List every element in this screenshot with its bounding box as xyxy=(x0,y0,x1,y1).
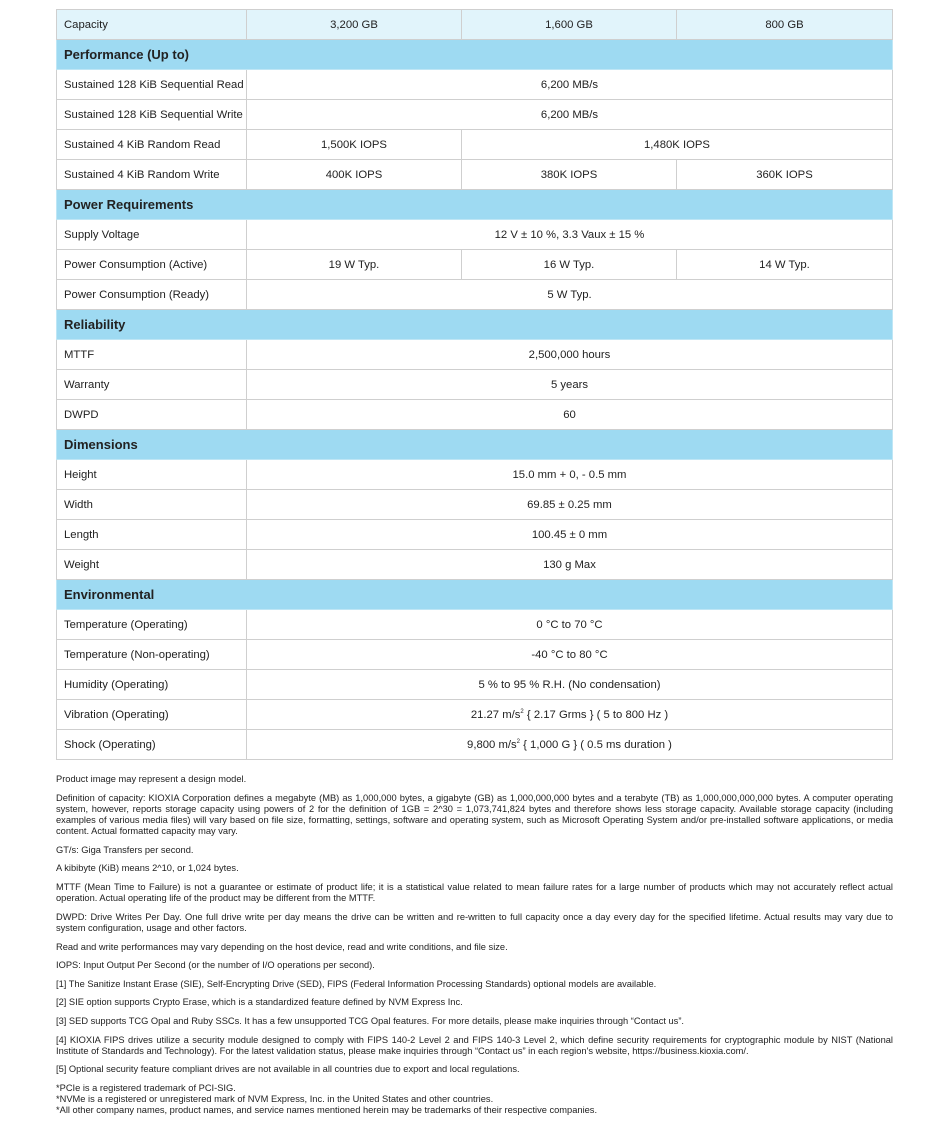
superscript: 2 xyxy=(516,738,520,745)
footnote: DWPD: Drive Writes Per Day. One full drive write per day means the drive can be written and re-written to full capacity once a day every day for the specified lifetime. Actual results may vary due to system configuration, usage and other factors. xyxy=(56,911,893,933)
row-value: 6,200 MB/s xyxy=(247,100,893,130)
row-value: 1,480K IOPS xyxy=(462,130,893,160)
row-label: Sustained 128 KiB Sequential Read xyxy=(57,70,247,100)
capacity-3200: 3,200 GB xyxy=(247,10,462,40)
row-label: Vibration (Operating) xyxy=(57,700,247,730)
value-part: { 2.17 Grms } ( 5 to 800 Hz ) xyxy=(523,708,669,721)
value-part: { 1,000 G } ( 0.5 ms duration ) xyxy=(519,738,672,751)
row-label: Length xyxy=(57,520,247,550)
footnotes xyxy=(56,774,893,1117)
section-header-performance xyxy=(57,40,893,70)
row-value: 12 V ± 10 %, 3.3 Vaux ± 15 % xyxy=(247,220,893,250)
row-value xyxy=(247,700,893,730)
footnote: MTTF (Mean Time to Failure) is not a guarantee or estimate of product life; it is a statistical value related to mean failure rates for a large number of products which may not accurately reflect actual operation. Actual operating life of the product may be different from the MTTF. xyxy=(56,881,893,904)
capacity-800: 800 GB xyxy=(677,10,893,40)
footnote: [1] The Sanitize Instant Erase (SIE), Self-Encrypting Drive (SED), FIPS (Federal Information Processing Standards) optional models are available. xyxy=(56,978,657,989)
row-label: Temperature (Operating) xyxy=(57,610,247,640)
row-label: Temperature (Non-operating) xyxy=(57,640,247,670)
row-value xyxy=(247,730,893,760)
row-label: MTTF xyxy=(57,340,247,370)
footnote: [5] Optional security feature compliant drives are not available in all countries due to export and local regulations. xyxy=(56,1064,520,1075)
trademark-line: *All other company names, product names, and service names mentioned herein may be trademarks of their respective companies. xyxy=(56,1105,598,1116)
footnote: IOPS: Input Output Per Second (or the number of I/O operations per second). xyxy=(56,960,375,971)
table-row xyxy=(57,640,893,670)
row-value: 1,500K IOPS xyxy=(247,130,462,160)
table-row xyxy=(57,280,893,310)
spec-table xyxy=(56,9,893,760)
section-title: Environmental xyxy=(57,580,893,610)
row-label: Width xyxy=(57,490,247,520)
table-row xyxy=(57,130,893,160)
row-value: 130 g Max xyxy=(247,550,893,580)
value-part: 21.27 m/s xyxy=(470,708,521,721)
footnote: GT/s: Giga Transfers per second. xyxy=(56,844,194,855)
row-label: Supply Voltage xyxy=(57,220,247,250)
row-label: Power Consumption (Ready) xyxy=(57,280,247,310)
row-value: 380K IOPS xyxy=(462,160,677,190)
row-value: 16 W Typ. xyxy=(462,250,677,280)
trademark-line: *NVMe is a registered or unregistered mark of NVM Express, Inc. in the United States and other countries. xyxy=(56,1094,494,1105)
row-label: Shock (Operating) xyxy=(57,730,247,760)
row-value: 5 years xyxy=(247,370,893,400)
table-row xyxy=(57,100,893,130)
table-row xyxy=(57,520,893,550)
row-value: 15.0 mm + 0, - 0.5 mm xyxy=(247,460,893,490)
row-label: Sustained 4 KiB Random Read xyxy=(57,130,247,160)
section-title: Reliability xyxy=(57,310,893,340)
trademark-line: *PCIe is a registered trademark of PCI-SIG. xyxy=(56,1082,236,1093)
row-label: Capacity xyxy=(57,10,247,40)
row-value: 6,200 MB/s xyxy=(247,70,893,100)
trademark-notices xyxy=(56,1083,893,1117)
section-title: Performance (Up to) xyxy=(57,40,893,70)
footnote: [2] SIE option supports Crypto Erase, which is a standardized feature defined by NVM Express Inc. xyxy=(56,997,463,1008)
row-label: Sustained 4 KiB Random Write xyxy=(57,160,247,190)
row-value: 360K IOPS xyxy=(677,160,893,190)
row-value: 69.85 ± 0.25 mm xyxy=(247,490,893,520)
row-label: Power Consumption (Active) xyxy=(57,250,247,280)
table-row xyxy=(57,550,893,580)
section-title: Power Requirements xyxy=(57,190,893,220)
row-value: 19 W Typ. xyxy=(247,250,462,280)
value-part: 9,800 m/s xyxy=(467,738,517,751)
table-row xyxy=(57,490,893,520)
row-label: Height xyxy=(57,460,247,490)
row-value: 60 xyxy=(247,400,893,430)
row-label: Weight xyxy=(57,550,247,580)
row-label: Sustained 128 KiB Sequential Write xyxy=(57,100,247,130)
table-row xyxy=(57,340,893,370)
table-row xyxy=(57,610,893,640)
table-row xyxy=(57,700,893,730)
section-title: Dimensions xyxy=(57,430,893,460)
footnote: A kibibyte (KiB) means 2^10, or 1,024 bytes. xyxy=(56,863,239,874)
footnote: Read and write performances may vary depending on the host device, read and write conditions, and file size. xyxy=(56,941,508,952)
table-row xyxy=(57,220,893,250)
footnote: [4] KIOXIA FIPS drives utilize a security module designed to comply with FIPS 140-2 Level 2 and FIPS 140-3 Level 2, which define security requirements for cryptographic module by NIST (National Institute of Standards and Technology). For the latest validation status, please make inquiries through “Contact us” in each region's website, https://business.kioxia.com/. xyxy=(56,1034,893,1056)
table-row xyxy=(57,670,893,700)
section-header-environmental xyxy=(57,580,893,610)
table-row xyxy=(57,730,893,760)
spec-table-container xyxy=(56,9,892,760)
footnote: Product image may represent a design model. xyxy=(56,774,247,784)
row-value: 0 °C to 70 °C xyxy=(247,610,893,640)
table-row xyxy=(57,460,893,490)
section-header-power xyxy=(57,190,893,220)
row-value: 100.45 ± 0 mm xyxy=(247,520,893,550)
row-value: 5 W Typ. xyxy=(247,280,893,310)
table-row xyxy=(57,400,893,430)
row-value: 400K IOPS xyxy=(247,160,462,190)
footnote: [3] SED supports TCG Opal and Ruby SSCs. It has a few unsupported TCG Opal features. For more details, please make inquiries through “Contact us”. xyxy=(56,1015,685,1026)
row-value: 5 % to 95 % R.H. (No condensation) xyxy=(247,670,893,700)
table-row xyxy=(57,160,893,190)
table-row xyxy=(57,370,893,400)
section-header-dimensions xyxy=(57,430,893,460)
row-value: 2,500,000 hours xyxy=(247,340,893,370)
row-value: -40 °C to 80 °C xyxy=(247,640,893,670)
capacity-row xyxy=(57,10,893,40)
footnote: Definition of capacity: KIOXIA Corporation defines a megabyte (MB) as 1,000,000 bytes, a gigabyte (GB) as 1,000,000,000 bytes and a terabyte (TB) as 1,000,000,000,000 bytes. A computer operating system, however, reports storage capacity using powers of 2 for the definition of 1GB = 2^30 = 1,073,741,824 bytes and therefore shows less storage capacity. Available storage capacity (including examples of various media files) will vary based on file size, formatting, settings, software and operating system, such as Microsoft Operating System and/or pre-installed software applications, or media content. Actual formatted capacity may vary. xyxy=(56,792,893,837)
row-label: DWPD xyxy=(57,400,247,430)
capacity-1600: 1,600 GB xyxy=(462,10,677,40)
superscript: 2 xyxy=(520,708,524,715)
row-value: 14 W Typ. xyxy=(677,250,893,280)
table-row xyxy=(57,70,893,100)
table-row xyxy=(57,250,893,280)
row-label: Humidity (Operating) xyxy=(57,670,247,700)
row-label: Warranty xyxy=(57,370,247,400)
section-header-reliability xyxy=(57,310,893,340)
